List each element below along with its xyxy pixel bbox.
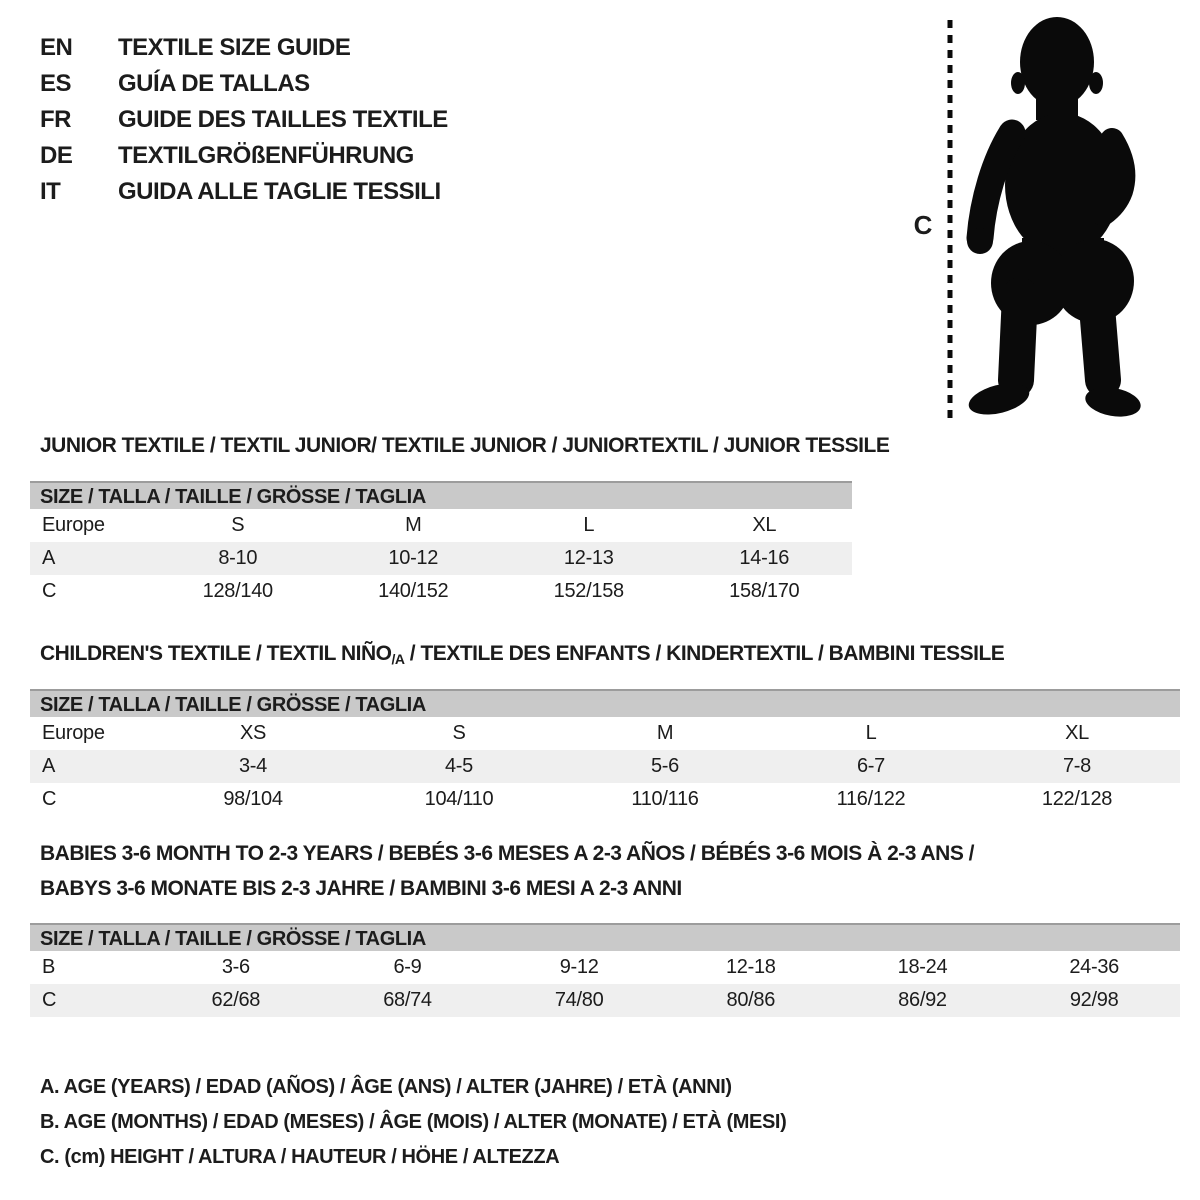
value-cell: 3-6 — [221, 956, 250, 978]
value-cell: XS — [239, 722, 267, 744]
row-label-cell: Europe — [42, 514, 105, 536]
babies-size-table — [30, 923, 1180, 1017]
language-title-list — [40, 30, 448, 210]
value-cell: 9-12 — [559, 956, 599, 978]
language-code: EN — [40, 34, 73, 61]
value-cell: M — [405, 514, 422, 536]
junior-size-table — [30, 481, 852, 608]
language-code: IT — [40, 178, 61, 205]
value-cell: 98/104 — [223, 788, 283, 810]
toddler-silhouette — [966, 17, 1143, 421]
row-label-cell: A — [42, 755, 56, 777]
value-cell: 140/152 — [378, 580, 449, 602]
toddler-silhouette-svg — [900, 0, 1200, 440]
value-cell: 6-7 — [856, 755, 885, 777]
value-cell: XL — [752, 514, 777, 536]
value-cell: 80/86 — [726, 989, 776, 1011]
value-cell: 12-13 — [563, 547, 614, 569]
value-cell: 122/128 — [1041, 788, 1113, 810]
value-cell: S — [231, 514, 245, 536]
table-row — [30, 951, 1180, 984]
language-row — [40, 66, 448, 102]
value-cell: XL — [1065, 722, 1089, 744]
value-cell: 7-8 — [1062, 755, 1091, 777]
language-row — [40, 138, 448, 174]
children-size-table — [30, 689, 1180, 816]
value-cell: 74/80 — [554, 989, 604, 1011]
language-row — [40, 102, 448, 138]
value-cell: L — [583, 514, 595, 536]
value-cell: 92/98 — [1069, 989, 1119, 1011]
size-header-bar: SIZE / TALLA / TAILLE / GRÖSSE / TAGLIA — [30, 923, 1180, 951]
legend-notes — [40, 1070, 786, 1175]
row-label-cell: A — [42, 547, 56, 569]
babies-section-title-line2: BABYS 3-6 MONATE BIS 2-3 JAHRE / BAMBINI 3-6 MESI A 2-3 ANNI — [40, 877, 682, 900]
table-row — [30, 509, 852, 542]
children-title-part: CHILDREN'S TEXTILE / TEXTIL NIÑO — [40, 642, 392, 665]
row-label-cell: C — [42, 989, 57, 1011]
children-section-title — [40, 642, 1004, 667]
value-cell: 5-6 — [650, 755, 679, 777]
value-cell: S — [452, 722, 466, 744]
babies-section-title-line1: BABIES 3-6 MONTH TO 2-3 YEARS / BEBÉS 3-6 MESES A 2-3 AÑOS / BÉBÉS 3-6 MOIS À 2-3 ANS / — [40, 842, 975, 865]
row-label-cell: Europe — [42, 722, 105, 744]
value-cell: M — [656, 722, 674, 744]
children-title-subscript: /A — [391, 651, 405, 667]
table-row — [30, 575, 852, 608]
value-cell: 6-9 — [393, 956, 422, 978]
value-cell: 110/116 — [631, 788, 699, 810]
toddler-figure — [900, 0, 1200, 440]
language-row — [40, 30, 448, 66]
value-cell: 158/170 — [729, 580, 800, 602]
value-cell: 4-5 — [444, 755, 473, 777]
size-header-bar: SIZE / TALLA / TAILLE / GRÖSSE / TAGLIA — [30, 689, 1180, 717]
row-label-cell: C — [42, 580, 57, 602]
value-cell: 104/110 — [424, 788, 494, 810]
value-cell: 86/92 — [898, 989, 947, 1011]
table-row — [30, 783, 1180, 816]
note-age-months: B. AGE (MONTHS) / EDAD (MESES) / ÂGE (MOIS) / ALTER (MONATE) / ETÀ (MESI) — [40, 1111, 787, 1133]
value-cell: 152/158 — [553, 580, 624, 602]
language-title: TEXTILE SIZE GUIDE — [118, 34, 351, 61]
row-label-cell: C — [42, 788, 57, 810]
value-cell: 128/140 — [202, 580, 273, 602]
language-title: TEXTILGRÖßENFÜHRUNG — [118, 142, 414, 169]
table-row — [30, 542, 852, 575]
language-title: GUÍA DE TALLAS — [118, 70, 310, 97]
language-row — [40, 174, 448, 210]
note-age-years: A. AGE (YEARS) / EDAD (AÑOS) / ÂGE (ANS) / ALTER (JAHRE) / ETÀ (ANNI) — [40, 1076, 732, 1098]
value-cell: 3-4 — [238, 755, 267, 777]
value-cell: 8-10 — [218, 547, 258, 569]
note-height-cm: C. (cm) HEIGHT / ALTURA / HAUTEUR / HÖHE / ALTEZZA — [40, 1146, 560, 1168]
table-row — [30, 750, 1180, 783]
value-cell: 10-12 — [388, 547, 439, 569]
value-cell: 62/68 — [211, 989, 261, 1011]
junior-section-title: JUNIOR TEXTILE / TEXTIL JUNIOR/ TEXTILE JUNIOR / JUNIORTEXTIL / JUNIOR TESSILE — [40, 434, 890, 457]
size-header-bar: SIZE / TALLA / TAILLE / GRÖSSE / TAGLIA — [30, 481, 852, 509]
language-title: GUIDA ALLE TAGLIE TESSILI — [118, 178, 441, 205]
value-cell: 14-16 — [739, 547, 790, 569]
language-code: FR — [40, 106, 71, 133]
table-row — [30, 984, 1180, 1017]
value-cell: 12-18 — [725, 956, 776, 978]
language-title: GUIDE DES TAILLES TEXTILE — [118, 106, 448, 133]
value-cell: 68/74 — [383, 989, 432, 1011]
height-label: C — [913, 210, 933, 240]
value-cell: 24-36 — [1069, 956, 1119, 978]
value-cell: 18-24 — [897, 956, 948, 978]
row-label-cell: B — [42, 956, 56, 978]
value-cell: 116/122 — [836, 788, 906, 810]
table-row — [30, 717, 1180, 750]
children-title-part: / TEXTILE DES ENFANTS / KINDERTEXTIL / BAMBINI TESSILE — [404, 642, 1005, 665]
value-cell: L — [865, 722, 877, 744]
language-code: ES — [40, 70, 72, 97]
language-code: DE — [40, 142, 73, 169]
